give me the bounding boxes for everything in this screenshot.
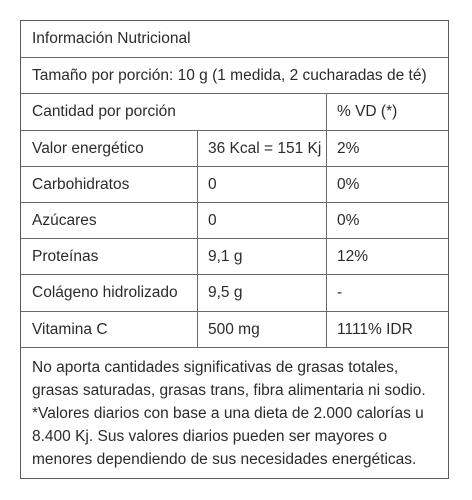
nutrient-amount: 9,1 g: [208, 247, 243, 265]
nutrient-amount: 0: [208, 211, 217, 229]
amount-per-serving-label: Cantidad por porción: [32, 103, 176, 120]
column-divider: [197, 131, 198, 348]
nutrient-amount: 36 Kcal = 151 Kj: [208, 139, 322, 157]
title-row: [21, 21, 448, 58]
nutrition-facts-panel: [20, 20, 449, 479]
nutrient-dv: 2%: [337, 139, 360, 157]
table-row: [21, 275, 448, 312]
header-row: [21, 94, 448, 131]
nutrient-dv: 0%: [337, 175, 360, 193]
table-row: [21, 131, 448, 167]
nutrient-dv: 1111% IDR: [337, 320, 413, 338]
column-divider: [326, 94, 327, 348]
nutrient-dv: -: [337, 284, 343, 301]
nutrient-name: Proteínas: [32, 247, 99, 265]
nutrient-dv: 12%: [337, 247, 369, 265]
nutrient-name: Colágeno hidrolizado: [32, 284, 178, 301]
nutrient-amount: 0: [208, 175, 217, 193]
table-row: [21, 312, 448, 348]
table-row: [21, 203, 448, 239]
nutrition-title: Información Nutricional: [32, 30, 191, 47]
nutrient-name: Carbohidratos: [32, 175, 130, 193]
nutrient-amount: 500 mg: [208, 320, 260, 338]
nutrient-name: Valor energético: [32, 139, 144, 157]
serving-size-row: [21, 58, 448, 94]
footnote: [32, 356, 440, 471]
nutrient-amount: 9,5 g: [208, 284, 243, 301]
table-row: [21, 239, 448, 275]
serving-size: Tamaño por porción: 10 g (1 medida, 2 cucharadas de té): [32, 66, 427, 84]
footnote-daily-values: *Valores diarios con base a una dieta de 2.000 calorías u 8.400 Kj. Sus valores diarios pueden ser mayores o menores dependiendo de sus necesidades energéticas.: [32, 405, 424, 468]
footnote-nutrients: No aporta cantidades significativas de grasas totales, grasas saturadas, grasas trans, fibra alimentaria ni sodio.: [32, 359, 426, 399]
nutrient-name: Azúcares: [32, 211, 97, 229]
nutrient-dv: 0%: [337, 211, 360, 229]
nutrient-name: Vitamina C: [32, 320, 108, 338]
table-row: [21, 167, 448, 203]
daily-value-label: % VD (*): [337, 103, 398, 120]
